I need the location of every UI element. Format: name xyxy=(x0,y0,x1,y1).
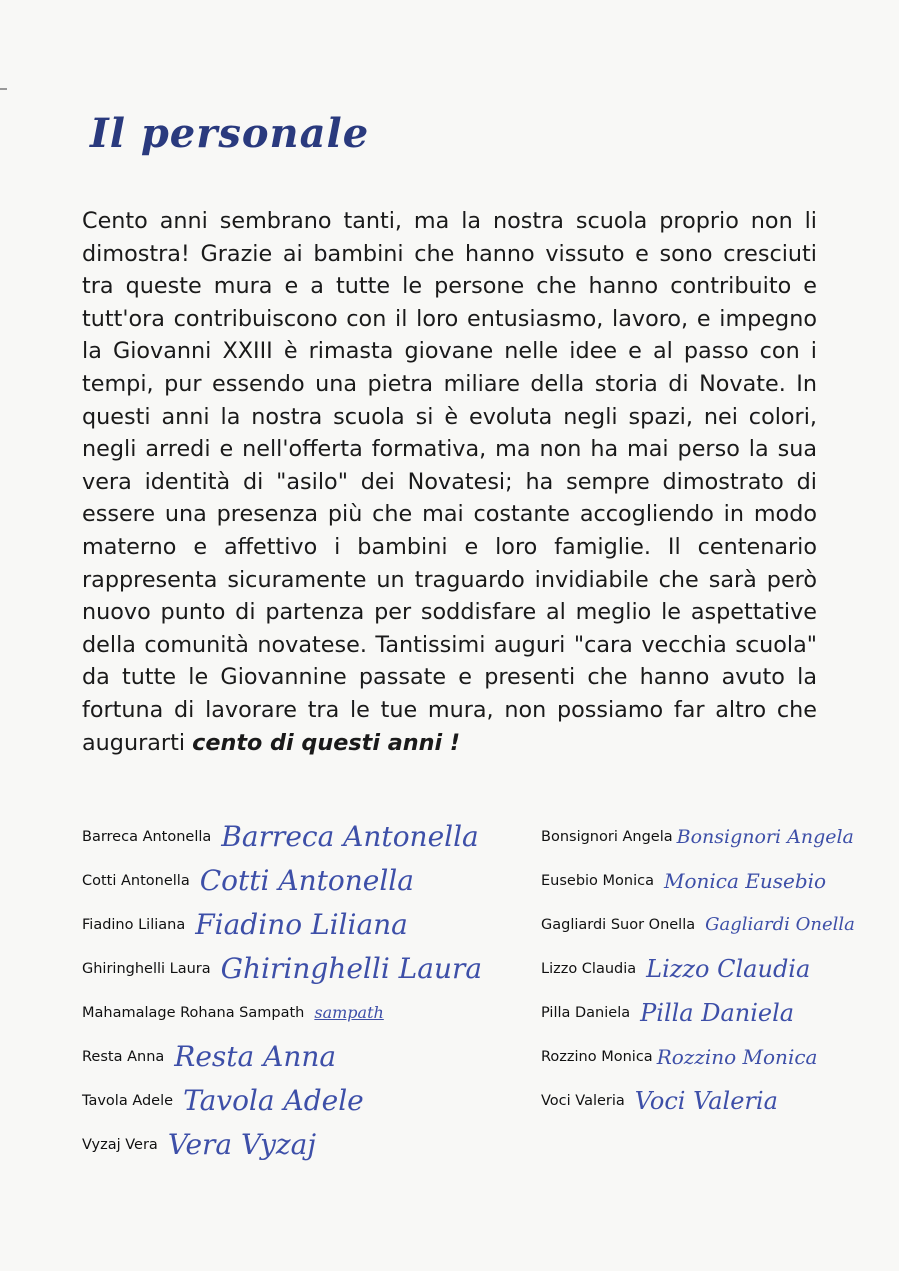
body-text: Cento anni sembrano tanti, ma la nostra scuola proprio non li dimostra! Grazie ai bambini che hanno vissuto e sono cresciuti tra queste mura e a tutte le persone che hanno contribuito e tutt'ora contribuiscono con il loro entusiasmo, lavoro, e impegno la Giovanni XXIII è rimasta giovane nelle idee e al passo con i tempi, pur essendo una pietra miliare della storia di Novate. In questi anni la nostra scuola si è evoluta negli spazi, nei colori, negli arredi e nell'offerta formativa, ma non ha mai perso la sua vera identità di "asilo" dei Novatesi; ha sempre dimostrato di essere una presenza più che mai costante accogliendo in modo materno e affettivo i bambini e loro famiglie. Il centenario rappresenta sicuramente un traguardo invidiabile che sarà però nuovo punto di partenza per soddisfare al meglio le aspettative della comunità novatese. Tantissimi auguri "cara vecchia scuola" da tutte le Giovannine passate e presenti che hanno avuto la fortuna di lavorare tra le tue mura, non possiamo far altro che augurarti xyxy=(82,208,817,756)
page-title: Il personale xyxy=(90,110,370,157)
staff-name: Vyzaj Vera xyxy=(82,1137,158,1153)
staff-name: Resta Anna xyxy=(82,1049,165,1065)
edge-mark xyxy=(0,88,7,90)
signature-row xyxy=(82,1035,502,1079)
staff-name: Rozzino Monica xyxy=(541,1049,653,1065)
handwritten-signature: Lizzo Claudia xyxy=(646,955,811,983)
staff-name: Voci Valeria xyxy=(541,1093,625,1109)
signature-row xyxy=(82,991,502,1035)
staff-name: Eusebio Monica xyxy=(541,873,654,889)
staff-name: Pilla Daniela xyxy=(541,1005,631,1021)
signature-row xyxy=(541,815,881,859)
signature-row xyxy=(541,1079,881,1123)
closing-phrase: cento di questi anni ! xyxy=(192,729,461,756)
handwritten-signature: Bonsignori Angela xyxy=(676,825,854,848)
signature-row xyxy=(82,859,502,903)
handwritten-signature: Pilla Daniela xyxy=(640,999,795,1027)
handwritten-signature: Resta Anna xyxy=(174,1040,337,1073)
signature-row xyxy=(82,947,502,991)
signature-row xyxy=(541,1035,881,1079)
handwritten-signature: Monica Eusebio xyxy=(664,869,827,893)
handwritten-signature: Barreca Antonella xyxy=(221,820,479,853)
staff-name: Gagliardi Suor Onella xyxy=(541,917,696,933)
signature-row xyxy=(541,859,881,903)
body-paragraph xyxy=(82,205,817,759)
staff-name: Fiadino Liliana xyxy=(82,917,186,933)
handwritten-signature: Fiadino Liliana xyxy=(195,908,408,941)
signature-row xyxy=(82,1079,502,1123)
signature-row xyxy=(82,815,502,859)
staff-name: Mahamalage Rohana Sampath xyxy=(82,1005,305,1021)
signatures-left xyxy=(82,815,502,1167)
signature-row xyxy=(541,991,881,1035)
handwritten-signature: Voci Valeria xyxy=(634,1087,778,1115)
signature-row xyxy=(541,947,881,991)
staff-name: Ghiringhelli Laura xyxy=(82,961,211,977)
staff-name: Tavola Adele xyxy=(82,1093,174,1109)
handwritten-signature: Cotti Antonella xyxy=(199,864,414,897)
signatures-right xyxy=(541,815,881,1123)
handwritten-signature: Gagliardi Onella xyxy=(705,914,855,935)
handwritten-signature: Rozzino Monica xyxy=(656,1045,818,1069)
staff-name: Bonsignori Angela xyxy=(541,829,673,845)
signature-row xyxy=(82,1123,502,1167)
staff-name: Barreca Antonella xyxy=(82,829,212,845)
staff-name: Lizzo Claudia xyxy=(541,961,637,977)
signature-row xyxy=(82,903,502,947)
staff-name: Cotti Antonella xyxy=(82,873,190,889)
handwritten-signature: Tavola Adele xyxy=(183,1084,364,1117)
handwritten-signature: sampath xyxy=(314,1003,384,1022)
handwritten-signature: Ghiringhelli Laura xyxy=(220,952,483,985)
handwritten-signature: Vera Vyzaj xyxy=(167,1128,317,1161)
signature-row xyxy=(541,903,881,947)
